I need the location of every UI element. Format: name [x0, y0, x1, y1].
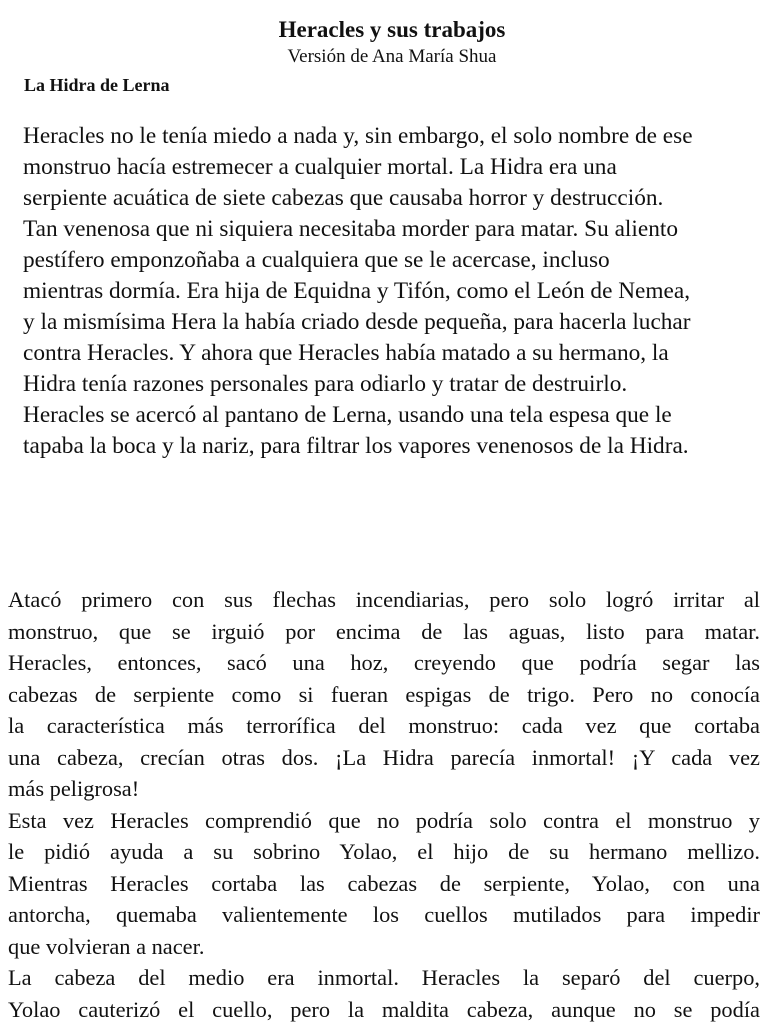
document-subtitle: Versión de Ana María Shua	[0, 46, 768, 68]
text-line: más peligrosa!	[8, 773, 760, 805]
text-line: una cabeza, crecían otras dos. ¡La Hidra parecía inmortal! ¡Y cada vez	[8, 742, 760, 774]
text-line: mientras dormía. Era hija de Equidna y Tifón, como el León de Nemea,	[23, 276, 768, 307]
text-line: y la mismísima Hera la había criado desde pequeña, para hacerla luchar	[23, 307, 768, 338]
text-line: la característica más terrorífica del monstruo: cada vez que cortaba	[8, 710, 760, 742]
text-line: Heracles, entonces, sacó una hoz, creyendo que podría segar las	[8, 647, 760, 679]
text-line: Heracles no le tenía miedo a nada y, sin embargo, el solo nombre de ese	[23, 121, 768, 152]
text-line: Yolao cauterizó el cuello, pero la maldita cabeza, aunque no se podía	[8, 994, 760, 1025]
text-line: monstruo hacía estremecer a cualquier mortal. La Hidra era una	[23, 152, 768, 183]
text-line: Hidra tenía razones personales para odiarlo y tratar de destruirlo.	[23, 369, 768, 400]
text-line: Mientras Heracles cortaba las cabezas de serpiente, Yolao, con una	[8, 868, 760, 900]
text-line: que volvieran a nacer.	[8, 931, 760, 963]
text-line: tapaba la boca y la nariz, para filtrar los vapores venenosos de la Hidra.	[23, 431, 768, 462]
text-line: Esta vez Heracles comprendió que no podría solo contra el monstruo y	[8, 805, 760, 837]
paragraph-3	[8, 805, 760, 963]
text-line: Tan venenosa que ni siquiera necesitaba morder para matar. Su aliento	[23, 214, 768, 245]
text-line: monstruo, que se irguió por encima de las aguas, listo para matar.	[8, 616, 760, 648]
text-line: antorcha, quemaba valientemente los cuellos mutilados para impedir	[8, 899, 760, 931]
paragraph-4	[8, 962, 760, 1025]
text-line: La cabeza del medio era inmortal. Heracles la separó del cuerpo,	[8, 962, 760, 994]
text-line: cabezas de serpiente como si fueran espigas de trigo. Pero no conocía	[8, 679, 760, 711]
text-line: le pidió ayuda a su sobrino Yolao, el hijo de su hermano mellizo.	[8, 836, 760, 868]
paragraph-1	[23, 121, 768, 462]
text-line: Heracles se acercó al pantano de Lerna, usando una tela espesa que le	[23, 400, 768, 431]
body-text	[8, 584, 760, 1025]
text-line: pestífero emponzoñaba a cualquiera que se le acercase, incluso	[23, 245, 768, 276]
text-line: Atacó primero con sus flechas incendiarias, pero solo logró irritar al	[8, 584, 760, 616]
section-heading: La Hidra de Lerna	[24, 73, 170, 97]
document-title: Heracles y sus trabajos	[0, 16, 768, 44]
paragraph-2	[8, 584, 760, 805]
text-line: contra Heracles. Y ahora que Heracles había matado a su hermano, la	[23, 338, 768, 369]
text-line: serpiente acuática de siete cabezas que causaba horror y destrucción.	[23, 183, 768, 214]
